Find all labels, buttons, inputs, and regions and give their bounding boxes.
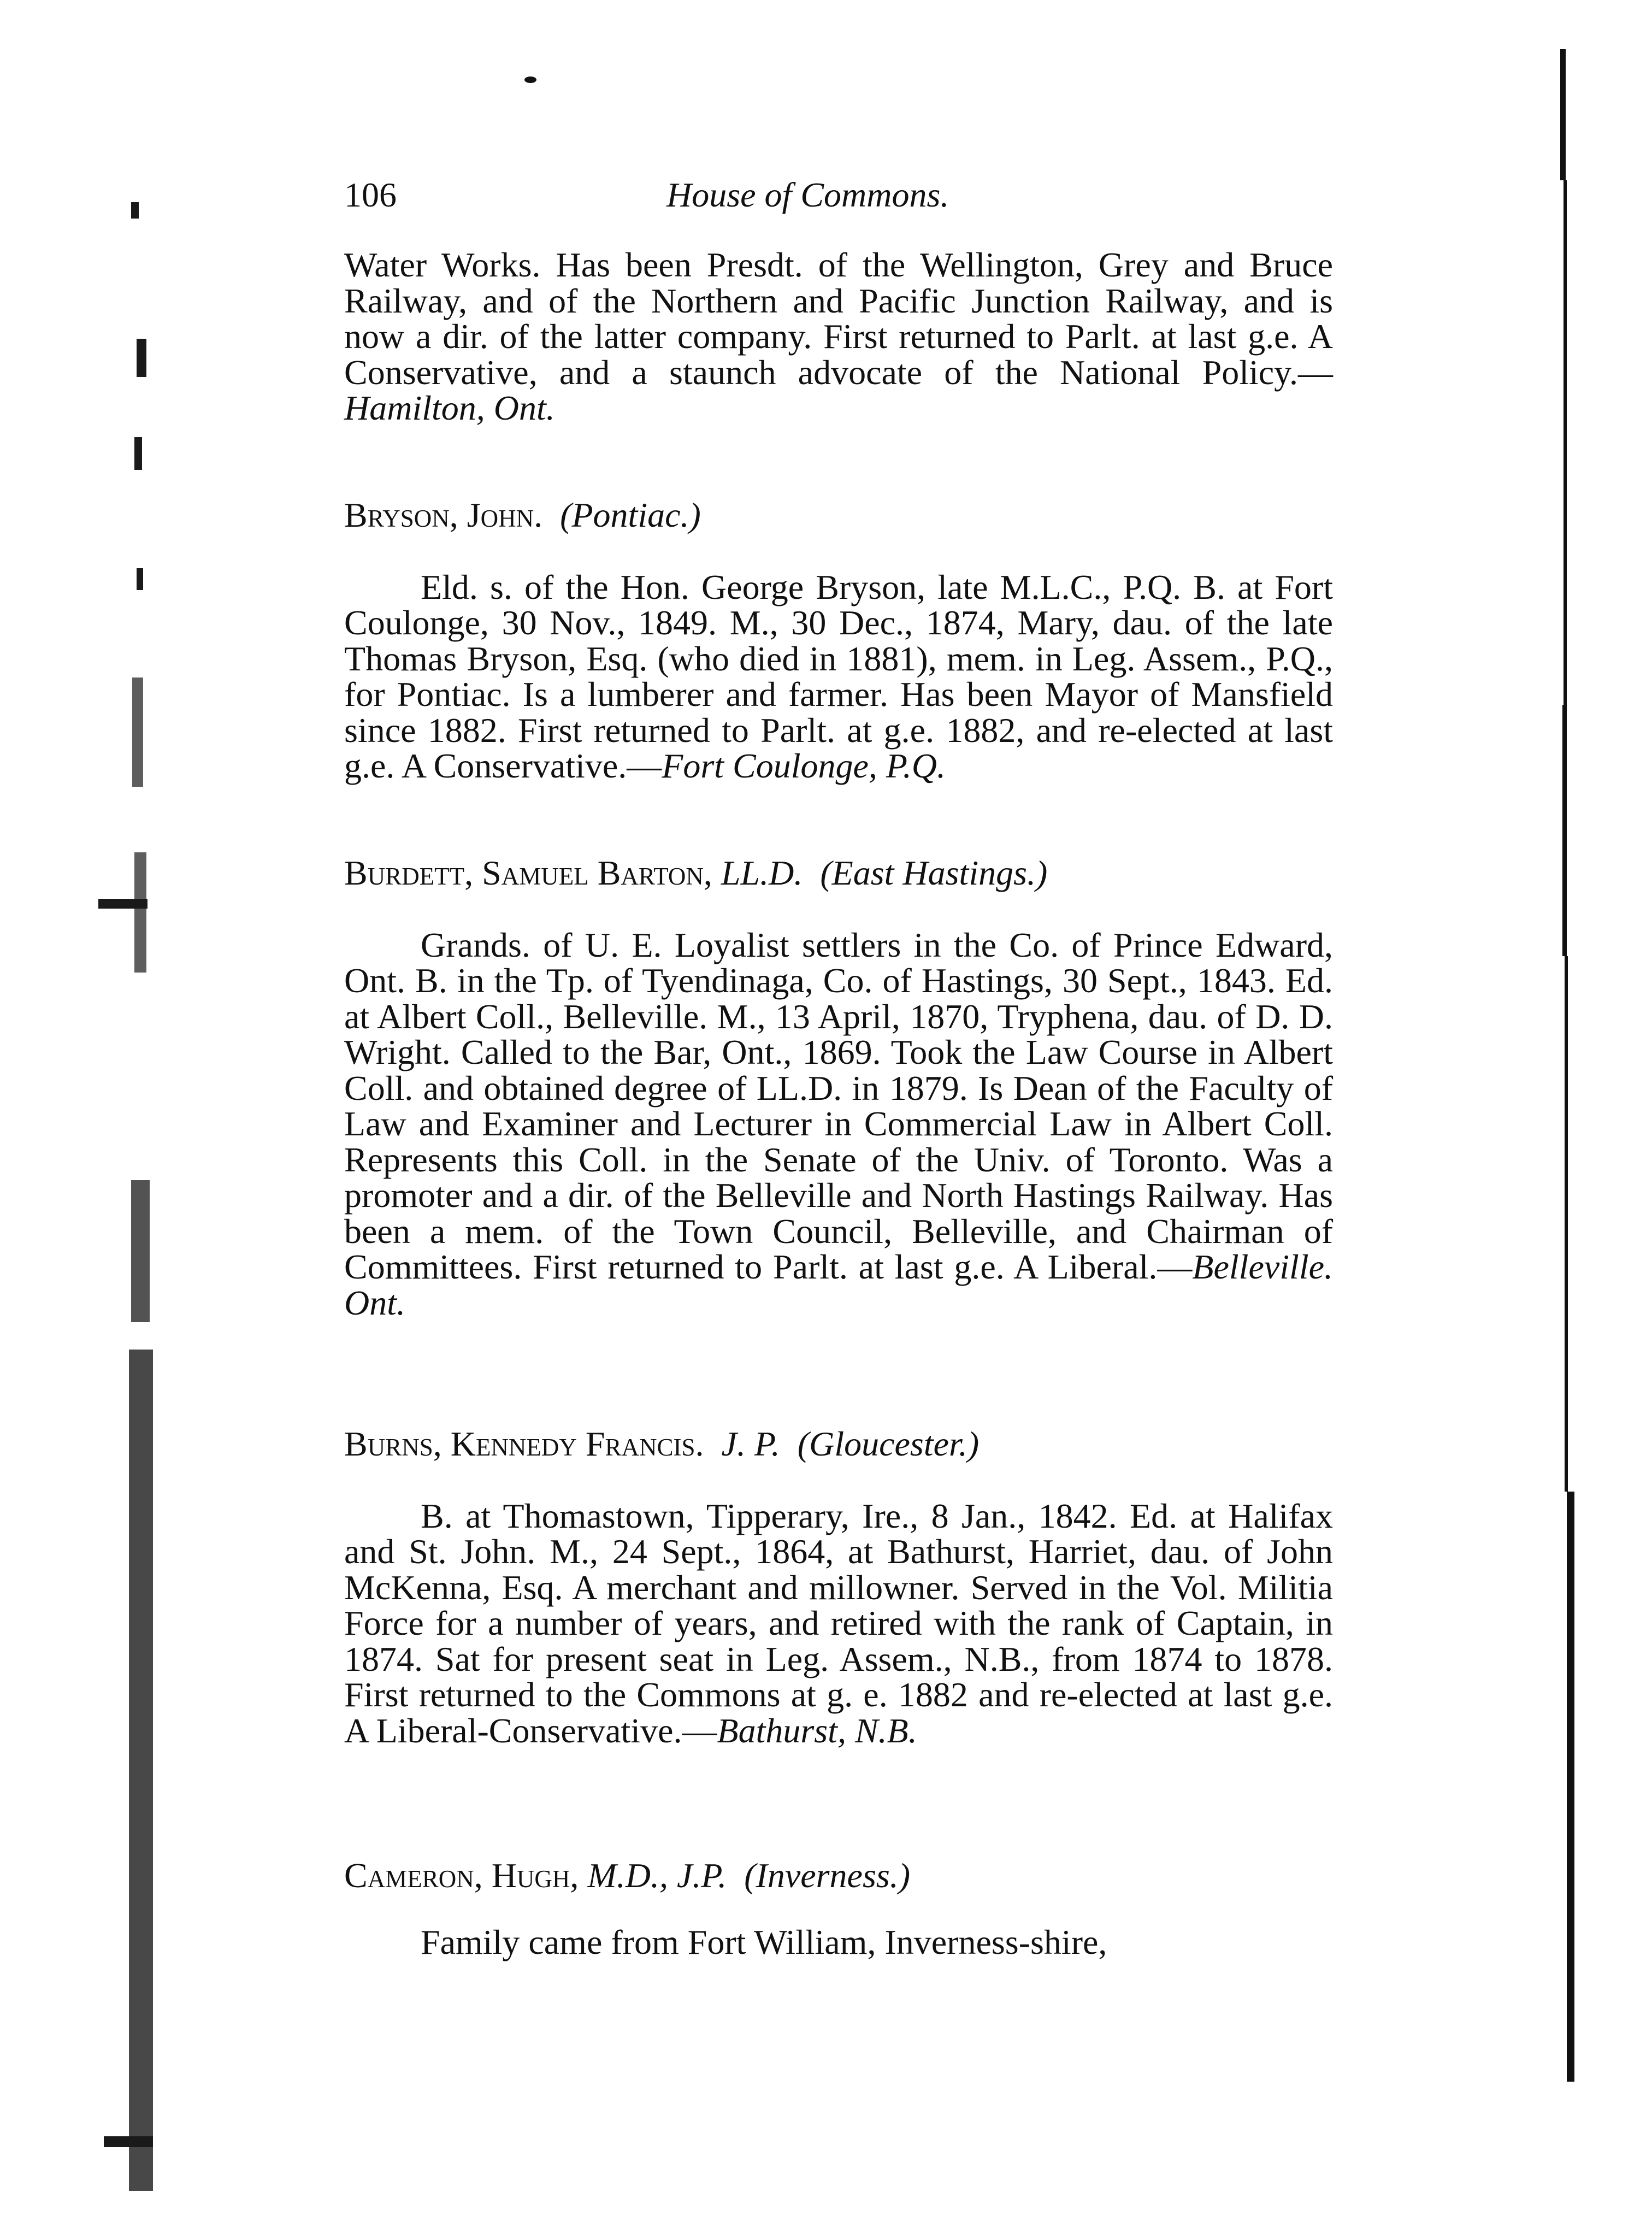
- running-header: [344, 175, 1333, 219]
- member-name: Burdett, Samuel Barton,: [344, 853, 712, 892]
- continued-text: Water Works. Has been Presdt. of the Wellington, Grey and Bruce Railway, and of the Northern and Pacific Junction Railway, and is now a dir. of the latter company. First returned to Parlt. at last g.e. A Conservative, and a staunch advocate of the National Policy.—: [344, 245, 1333, 392]
- entry-heading: [344, 1426, 1333, 1462]
- credentials: M.D., J.P.: [587, 1856, 727, 1895]
- riding: (Gloucester.): [797, 1424, 980, 1463]
- running-title: House of Commons.: [666, 175, 949, 214]
- ink-speck: [524, 76, 536, 83]
- continued-paragraph: [344, 247, 1333, 426]
- entry-body: [344, 927, 1333, 1321]
- entry-bryson: [344, 497, 1333, 784]
- entry-text: B. at Thomastown, Tipperary, Ire., 8 Jan., 1842. Ed. at Halifax and St. John. M., 24 Sept., 1864, at Bathurst, Harriet, dau. of John McKenna, Esq. A merchant and millowner. Served in the Vol. Militia Force for a number of years, and retired with the rank of Captain, in 1874. Sat for present seat in Leg. Assem., N.B., from 1874 to 1878. First returned to the Commons at g. e. 1882 and re-elected at last g.e. A Liberal-Conservative.—: [344, 1496, 1333, 1750]
- entry-heading: [344, 497, 1333, 533]
- entry-burns: [344, 1426, 1333, 1748]
- entry-text: Eld. s. of the Hon. George Bryson, late M.L.C., P.Q. B. at Fort Coulonge, 30 Nov., 1849. M., 30 Dec., 1874, Mary, dau. of the late Thomas Bryson, Esq. (who died in 1881), mem. in Leg. Assem., P.Q., for Pontiac. Is a lumberer and farmer. Has been Mayor of Mansfield since 1882. First returned to Parlt. at g.e. 1882, and re-elected at last g.e. A Conservative.—: [344, 567, 1333, 785]
- entry-body: [344, 569, 1333, 784]
- riding: (Pontiac.): [560, 496, 701, 534]
- credentials: J. P.: [721, 1424, 780, 1463]
- entry-body: [344, 1924, 1333, 1960]
- entry-address: Bathurst, N.B.: [717, 1711, 917, 1750]
- page-number: 106: [344, 175, 397, 214]
- member-name: Cameron, Hugh,: [344, 1856, 579, 1895]
- entry-heading: [344, 855, 1333, 891]
- entry-cameron: [344, 1858, 1333, 1960]
- continued-entry: [344, 247, 1333, 426]
- riding: (East Hastings.): [820, 853, 1048, 892]
- binding-shadow: [98, 76, 180, 2153]
- riding: (Inverness.): [744, 1856, 911, 1895]
- entry-heading: [344, 1858, 1333, 1894]
- entry-address: Fort Coulonge, P.Q.: [662, 746, 946, 785]
- entry-body: [344, 1498, 1333, 1749]
- entry-text: Family came from Fort William, Inverness-shire,: [421, 1922, 1107, 1961]
- continued-address: Hamilton, Ont.: [344, 388, 555, 427]
- member-name: Burns, Kennedy Francis.: [344, 1424, 704, 1463]
- credentials: LL.D.: [721, 853, 803, 892]
- entry-address: Belleville. Ont.: [344, 1247, 1333, 1322]
- page-edge: [1557, 49, 1590, 2082]
- member-name: Bryson, John.: [344, 496, 543, 534]
- entry-burdett: [344, 855, 1333, 1321]
- entry-text: Grands. of U. E. Loyalist settlers in the Co. of Prince Edward, Ont. B. in the Tp. of Tyendinaga, Co. of Hastings, 30 Sept., 1843. Ed. at Albert Coll., Belleville. M., 13 April, 1870, Tryphena, dau. of D. D. Wright. Called to the Bar, Ont., 1869. Took the Law Course in Albert Coll. and obtained degree of LL.D. in 1879. Is Dean of the Faculty of Law and Examiner and Lecturer in Commercial Law in Albert Coll. Represents this Coll. in the Senate of the Univ. of Toronto. Was a promoter and a dir. of the Belleville and North Hastings Railway. Has been a mem. of the Town Council, Belleville, and Chairman of Committees. First returned to Parlt. at last g.e. A Liberal.—: [344, 925, 1333, 1286]
